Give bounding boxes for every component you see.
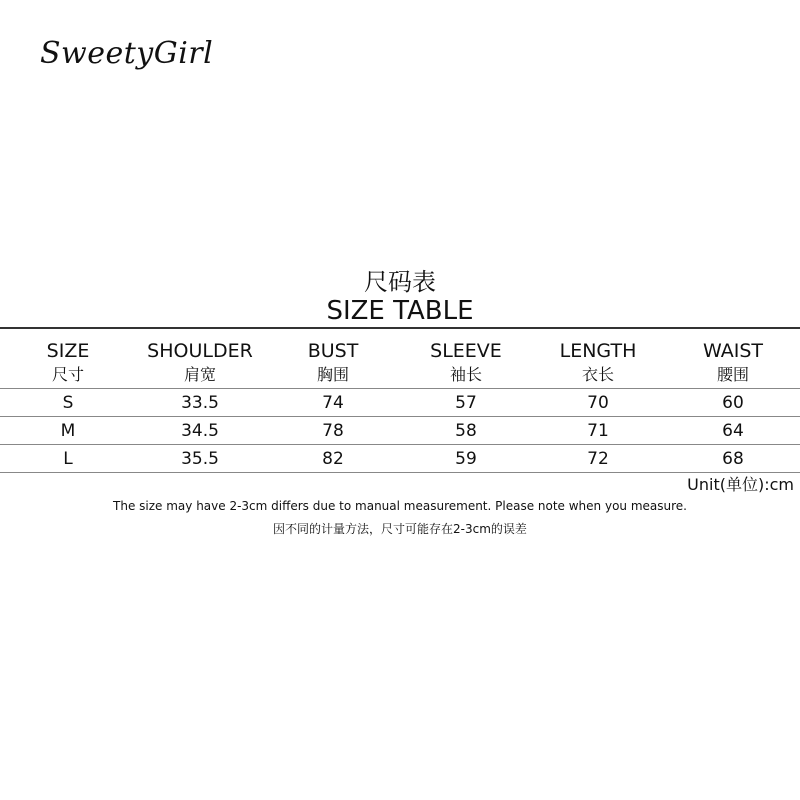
- col-header-sleeve-cn: 袖长: [402, 362, 530, 389]
- col-header-shoulder: SHOULDER: [136, 328, 264, 362]
- cell-sleeve: 59: [402, 445, 530, 473]
- size-table-title-en: SIZE TABLE: [326, 296, 474, 326]
- cell-waist: 68: [666, 445, 800, 473]
- size-table: [0, 327, 800, 473]
- table-row: [0, 417, 800, 445]
- col-header-waist: WAIST: [666, 328, 800, 362]
- cell-bust: 82: [264, 445, 402, 473]
- header-row-cn: [0, 362, 800, 389]
- measurement-note-cn: 因不同的计量方法，尺寸可能存在2-3cm的误差: [273, 522, 527, 536]
- col-header-size-cn: 尺寸: [0, 362, 136, 389]
- cell-shoulder: 35.5: [136, 445, 264, 473]
- col-header-waist-cn: 腰围: [666, 362, 800, 389]
- cell-bust: 78: [264, 417, 402, 445]
- cell-sleeve: 57: [402, 389, 530, 417]
- col-header-sleeve: SLEEVE: [402, 328, 530, 362]
- cell-length: 71: [530, 417, 666, 445]
- col-header-shoulder-cn: 肩宽: [136, 362, 264, 389]
- cell-length: 72: [530, 445, 666, 473]
- header-row-en: [0, 328, 800, 362]
- cell-size: M: [0, 417, 136, 445]
- cell-size: L: [0, 445, 136, 473]
- col-header-size: SIZE: [0, 328, 136, 362]
- col-header-length: LENGTH: [530, 328, 666, 362]
- cell-waist: 60: [666, 389, 800, 417]
- cell-shoulder: 34.5: [136, 417, 264, 445]
- measurement-note-en: The size may have 2-3cm differs due to manual measurement. Please note when you measure.: [113, 499, 687, 513]
- brand-logo: SweetyGirl: [40, 36, 214, 71]
- cell-sleeve: 58: [402, 417, 530, 445]
- cell-length: 70: [530, 389, 666, 417]
- col-header-length-cn: 衣长: [530, 362, 666, 389]
- table-row: [0, 445, 800, 473]
- size-table-title-cn: 尺码表: [364, 268, 436, 296]
- col-header-bust: BUST: [264, 328, 402, 362]
- table-row: [0, 389, 800, 417]
- unit-label: Unit(单位):cm: [687, 475, 794, 494]
- col-header-bust-cn: 胸围: [264, 362, 402, 389]
- cell-waist: 64: [666, 417, 800, 445]
- cell-shoulder: 33.5: [136, 389, 264, 417]
- cell-bust: 74: [264, 389, 402, 417]
- cell-size: S: [0, 389, 136, 417]
